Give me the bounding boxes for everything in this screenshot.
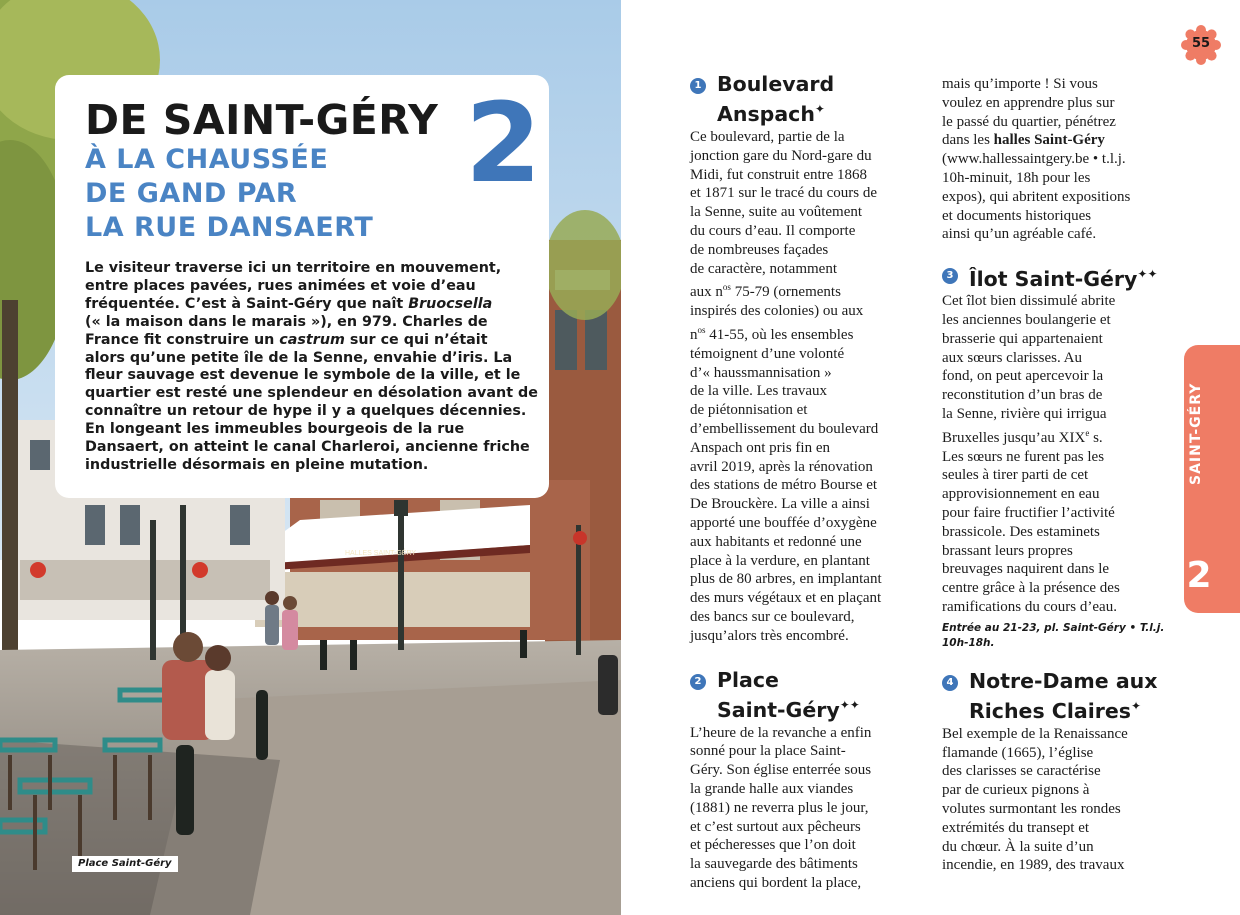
- text-line: fond, on peut apercevoir la: [942, 368, 1104, 385]
- text-line: Anspach ont pris fin en: [690, 439, 830, 456]
- poi-title-line: Îlot Saint-Géry✦✦: [969, 267, 1158, 292]
- text-line: apporté une bouffée d’oxygène: [690, 514, 877, 531]
- poi-title-line: Riches Claires✦: [969, 698, 1142, 723]
- page-number-badge: [1181, 25, 1221, 65]
- text-line: des stations de métro Bourse et: [690, 477, 878, 494]
- poi-heading-2: [690, 668, 925, 724]
- text-line: De Brouckère. La ville a ainsi: [690, 496, 870, 513]
- text-line: L’heure de la revanche a enfin: [690, 724, 872, 741]
- text-line: mais qu’importe ! Si vous: [942, 76, 1098, 92]
- text-line: par de curieux pignons à: [942, 782, 1090, 799]
- text-line: aux $n^{os}$ 75-79 (ornements: [690, 282, 841, 301]
- poi-title-line: Saint-Géry✦✦: [717, 697, 860, 722]
- text-line: la Senne, suite au voûtement: [690, 204, 863, 221]
- text-line: et c’est surtout aux pêcheurs: [690, 818, 861, 835]
- intro-line: En longeant les immeubles bourgeois de la rue: [85, 421, 465, 438]
- text-line: témoignent d’une volonté: [690, 345, 845, 362]
- text-line: anciens qui bordent la place,: [690, 874, 862, 891]
- text-line: Ce boulevard, partie de la: [690, 129, 845, 145]
- text-line: le passé du quartier, pénétrez: [942, 113, 1116, 130]
- text-line: et pécheresses que l’on doit: [690, 837, 856, 854]
- poi-description: [942, 292, 1177, 617]
- text-line: centre grâce à la présence des: [942, 580, 1120, 597]
- chapter-side-tab: [1184, 345, 1240, 613]
- poi-description: [690, 128, 925, 646]
- star-rating: ✦✦: [839, 697, 860, 712]
- text-line: ainsi qu’un agréable café.: [942, 226, 1097, 243]
- text-line: brasserie qui appartenaient: [942, 330, 1103, 347]
- text-line: seules à tirer parti de cet: [942, 467, 1089, 484]
- chapter-number: 2: [465, 79, 542, 207]
- text-line: place à la verdure, en plantant: [690, 552, 870, 569]
- poi-practical-info: [942, 621, 1177, 651]
- text-line: sonné pour la place Saint-: [690, 743, 846, 760]
- text-line: Les sœurs ne furent pas les: [942, 448, 1105, 465]
- text-line: et documents historiques: [942, 207, 1092, 224]
- intro-line: (« la maison dans le marais »), en 979. Charles de: [85, 313, 488, 330]
- star-rating: ✦: [1130, 698, 1142, 713]
- chapter-intro-text: [85, 260, 538, 475]
- poi-title: [717, 668, 860, 723]
- chapter-subtitle-line: LA RUE DANSAERT: [85, 212, 374, 243]
- text-line: dans les halles Saint-Géry: [942, 132, 1105, 149]
- text-line: (1881) ne reverra plus le jour,: [690, 799, 869, 816]
- text-column-right: [942, 75, 1177, 875]
- text-line: la grande halle aux viandes: [690, 780, 854, 797]
- text-line: aux sœurs clarisses. Au: [942, 349, 1082, 366]
- text-line: aux habitants et redonné une: [690, 533, 862, 550]
- poi-number-badge: 3: [942, 268, 958, 284]
- text-line: inspirés des colonies) ou aux: [690, 303, 864, 320]
- text-line: Cet îlot bien dissimulé abrite: [942, 293, 1116, 310]
- intro-line: Dansaert, on atteint le canal Charleroi, ancienne friche: [85, 439, 530, 456]
- side-tab-number: 2: [1186, 555, 1212, 596]
- intro-line: fleur sauvage est devenue le symbole de la ville, et le: [85, 367, 521, 384]
- poi-title-line: Notre-Dame aux: [969, 668, 1158, 693]
- text-line: la Senne, rivière qui irrigua: [942, 405, 1107, 422]
- text-line: avril 2019, après la rénovation: [690, 458, 873, 475]
- text-line: d’« haussmannisation »: [690, 364, 832, 381]
- intro-line: connaître un retour de hype il y a quelques décennies.: [85, 403, 527, 420]
- text-line: la sauvegarde des bâtiments: [690, 856, 858, 873]
- poi-description: [942, 725, 1177, 875]
- page-number: 55: [1191, 36, 1211, 51]
- chapter-subtitle: [85, 143, 465, 245]
- text-line: jusqu’alors très encombré.: [690, 627, 849, 644]
- poi-number-badge: 1: [690, 78, 706, 94]
- text-line: de la ville. Les travaux: [690, 383, 828, 400]
- poi-description: [690, 724, 925, 893]
- poi-heading-4: [942, 669, 1177, 725]
- text-line: les anciennes boulangerie et: [942, 311, 1111, 328]
- text-line: extrémités du transept et: [942, 819, 1090, 836]
- text-line: Bruxelles jusqu’au XIXe s.: [942, 427, 1103, 446]
- intro-line: quartier est resté une splendeur en désolation avant de: [85, 385, 538, 402]
- text-line: voulez en apprendre plus sur: [942, 94, 1115, 111]
- text-line: expos), qui abritent expositions: [942, 188, 1131, 205]
- text-line: (www.hallessaintgery.be • t.l.j.: [942, 151, 1126, 168]
- text-line: $n^{os}$ 41-55, où les ensembles: [690, 324, 854, 343]
- text-line: de piétonnisation et: [690, 402, 808, 419]
- text-line: brassant leurs propres: [942, 542, 1073, 559]
- text-line: des clarisses se caractérise: [942, 763, 1101, 780]
- chapter-title: DE SAINT-GÉRY: [85, 96, 439, 144]
- text-line: des murs végétaux et en plaçant: [690, 590, 882, 607]
- poi-description-continued: [942, 75, 1177, 244]
- text-line: Géry. Son église enterrée sous: [690, 762, 872, 779]
- text-line: approvisionnement en eau: [942, 486, 1100, 503]
- poi-heading-1: [690, 72, 925, 128]
- info-line: Entrée au 21-23, pl. Saint-Géry • T.l.j.: [942, 621, 1165, 634]
- text-column-left: [690, 72, 925, 893]
- text-line: du chœur. À la suite d’un: [942, 838, 1094, 855]
- poi-number-badge: 4: [942, 675, 958, 691]
- text-line: volutes surmontant les rondes: [942, 800, 1121, 817]
- photo-caption: Place Saint-Géry: [72, 856, 178, 872]
- text-line: d’embellissement du boulevard: [690, 420, 879, 437]
- text-line: 10h-minuit, 18h pour les: [942, 169, 1091, 186]
- poi-title: [969, 669, 1157, 724]
- chapter-subtitle-line: À LA CHAUSSÉE: [85, 144, 329, 175]
- poi-title-line: Boulevard: [717, 72, 835, 96]
- star-rating: ✦✦: [1137, 267, 1158, 282]
- text-line: et 1871 sur le tracé du cours de: [690, 185, 878, 202]
- text-line: pour faire fructifier l’activité: [942, 504, 1115, 521]
- intro-line: fréquentée. C’est à Saint-Géry que naît Bruocsella: [85, 295, 493, 312]
- intro-line: France fit construire un castrum sur ce qui n’était: [85, 331, 488, 348]
- text-line: reconstitution d’un bras de: [942, 387, 1103, 404]
- info-line: 10h-18h.: [942, 636, 995, 649]
- intro-line: alors qu’une petite île de la Senne, envahie d’iris. La: [85, 349, 513, 366]
- text-line: incendie, en 1989, des travaux: [942, 857, 1125, 874]
- text-line: flamande (1665), l’église: [942, 744, 1094, 761]
- text-line: plus de 80 arbres, en implantant: [690, 571, 882, 588]
- poi-title: [969, 262, 1158, 292]
- text-line: jonction gare du Nord-gare du: [690, 147, 872, 164]
- intro-line: Le visiteur traverse ici un territoire en mouvement,: [85, 260, 502, 276]
- text-line: ramifications du cours d’eau.: [942, 598, 1117, 615]
- text-line: brassicole. Des estaminets: [942, 523, 1100, 540]
- star-rating: ✦: [814, 102, 825, 116]
- side-tab-label: SAINT-GÉRY: [1188, 382, 1204, 485]
- text-line: breuvages naquirent dans le: [942, 561, 1110, 578]
- text-line: de caractère, notamment: [690, 260, 837, 277]
- poi-title-line: Anspach✦: [717, 102, 825, 126]
- text-line: des bancs sur ce boulevard,: [690, 608, 855, 625]
- chapter-subtitle-line: DE GAND PAR: [85, 178, 298, 209]
- text-line: Bel exemple de la Renaissance: [942, 725, 1128, 742]
- text-line: de nombreuses façades: [690, 241, 829, 258]
- poi-title: [717, 72, 834, 127]
- awning-sign: HALLES SAINT-GÉRY: [345, 550, 417, 557]
- poi-title-line: Place: [717, 667, 779, 692]
- poi-number-badge: 2: [690, 674, 706, 690]
- intro-line: entre places pavées, rues animées et voie d’eau: [85, 277, 476, 294]
- text-line: Midi, fut construit entre 1868: [690, 166, 868, 183]
- text-line: du cours d’eau. Il comporte: [690, 222, 856, 239]
- chapter-intro-card: [55, 75, 549, 498]
- intro-line: industrielle désormais en pleine mutation.: [85, 456, 429, 473]
- poi-heading-3: [942, 262, 1177, 292]
